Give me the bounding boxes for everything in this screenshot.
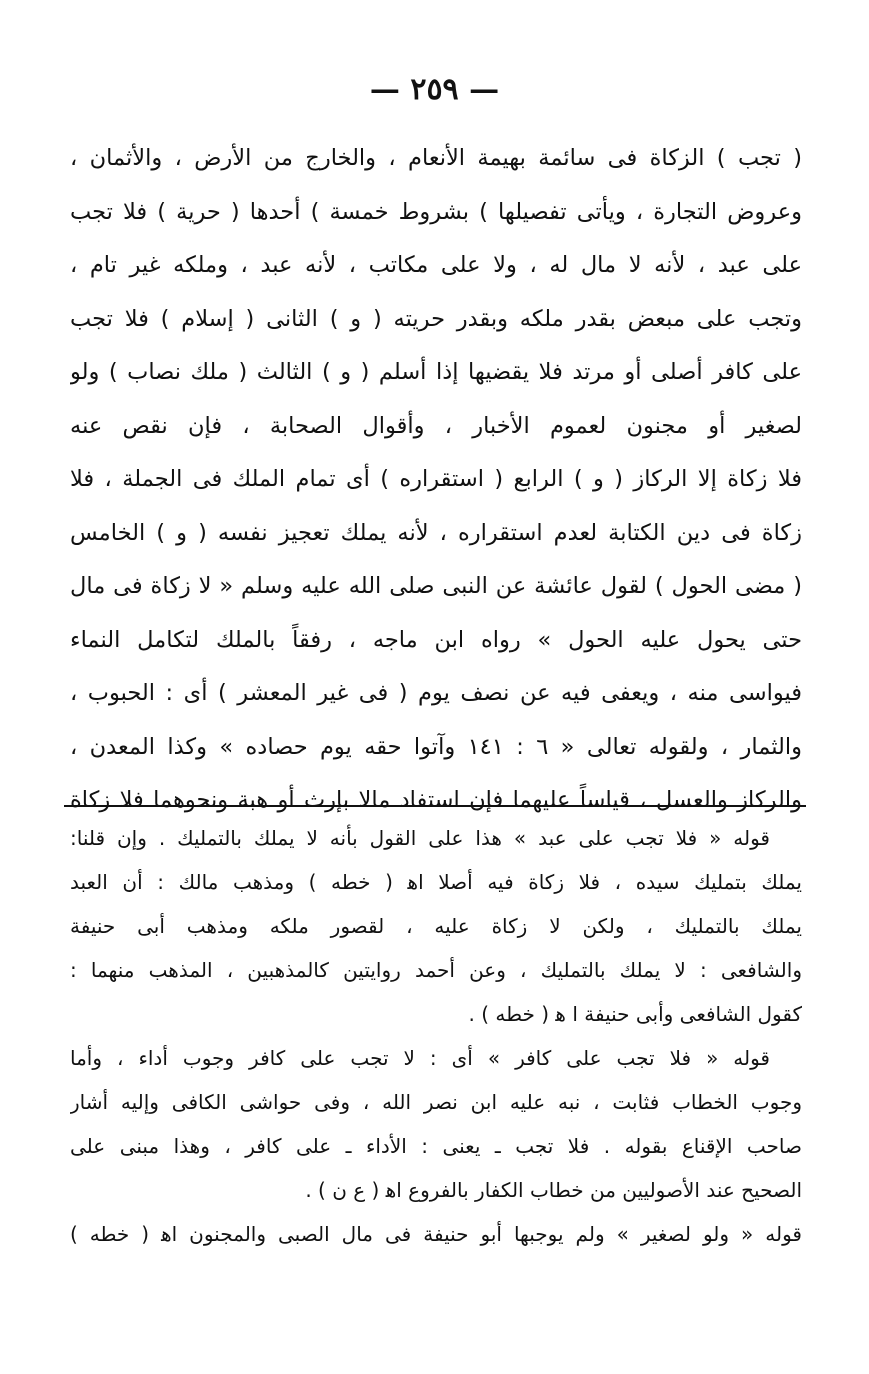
main-text-line: لصغير أو مجنون لعموم الأخبار ، وأقوال الصحابة ، فإن نقص عنه: [70, 412, 802, 439]
main-text-line: وعروض التجارة ، ويأتى تفصيلها ) بشروط خمسة ) أحدها ( حرية ) فلا تجب: [70, 198, 802, 225]
main-text-line: والركاز والعسل ، قياساً عليهما فإن استفاد مالا بإرث أو هبة ونحوهما فلا زكاة: [70, 787, 802, 813]
footnote-line: والشافعى : لا يملك بالتمليك ، وعن أحمد روايتين كالمذهبين ، المذهب منهما :: [70, 958, 802, 982]
footnote-3: [70, 1212, 802, 1256]
footnote-line: يملك بتمليك سيده ، فلا زكاة فيه أصلا اﻫ ( خطه ) ومذهب مالك : أن العبد: [70, 870, 802, 894]
footnote-line: صاحب الإقناع بقوله . فلا تجب ـ يعنى : الأداء ـ على كافر ، وهذا مبنى على: [70, 1134, 802, 1158]
footnote-2: [70, 1036, 802, 1212]
main-text-line: على كافر أصلى أو مرتد فلا يقضيها إذا أسلم ( و ) الثالث ( ملك نصاب ) ولو: [70, 359, 802, 385]
main-text-line: والثمار ، ولقوله تعالى « ٦ : ١٤١ وآتوا حقه يوم حصاده » وكذا المعدن ،: [70, 733, 802, 760]
page-number: — ٢٥٩ —: [369, 72, 500, 107]
main-text-line: على عبد ، لأنه لا مال له ، ولا على مكاتب ، لأنه عبد ، وملكه غير تام ،: [70, 252, 802, 278]
main-text-line: فيواسى منه ، ويعفى فيه عن نصف يوم ( فى غير المعشر ) أى : الحبوب ،: [70, 680, 802, 706]
footnote-line: قوله « فلا تجب على عبد » هذا على القول بأنه لا يملك بالتمليك . وإن قلنا:: [70, 826, 770, 850]
footnote-line: كقول الشافعى وأبى حنيفة ا ﻫ ( خطه ) .: [468, 1002, 802, 1026]
footnote-1: [70, 816, 802, 1036]
main-text-line: ( مضى الحول ) لقول عائشة عن النبى صلى الله عليه وسلم « لا زكاة فى مال: [70, 573, 802, 599]
footnotes-block: [70, 816, 802, 1256]
main-text-line: زكاة فى دين الكتابة لعدم استقراره ، لأنه يملك تعجيز نفسه ( و ) الخامس: [70, 519, 802, 546]
footnote-divider: [64, 805, 806, 807]
footnote-line: قوله « فلا تجب على كافر » أى : لا تجب على كافر وجوب أداء ، وأما: [70, 1046, 770, 1070]
footnote-line: يملك بالتمليك ، ولكن لا زكاة عليه ، لقصور ملكه ومذهب أبى حنيفة: [70, 914, 802, 938]
main-text-line: فلا زكاة إلا الركاز ( و ) الرابع ( استقراره ) أى تمام الملك فى الجملة ، فلا: [70, 466, 802, 492]
main-text-block: [70, 132, 802, 828]
footnote-line: قوله « ولو لصغير » ولم يوجبها أبو حنيفة فى مال الصبى والمجنون اﻫ ( خطه ): [70, 1222, 802, 1246]
main-text-line: حتى يحول عليه الحول » رواه ابن ماجه ، رفقاً بالملك لتكامل النماء: [70, 626, 802, 653]
main-text-line: وتجب على مبعض بقدر ملكه وبقدر حريته ( و ) الثانى ( إسلام ) فلا تجب: [70, 305, 802, 332]
main-text-line: ( تجب ) الزكاة فى سائمة بهيمة الأنعام ، والخارج من الأرض ، والأثمان ،: [70, 145, 802, 171]
footnote-line: وجوب الخطاب فثابت ، نبه عليه ابن نصر الله ، وفى حواشى الكافى وإليه أشار: [70, 1090, 802, 1114]
footnote-line: الصحيح عند الأصوليين من خطاب الكفار بالفروع اﻫ ( ع ن ) .: [305, 1178, 802, 1202]
